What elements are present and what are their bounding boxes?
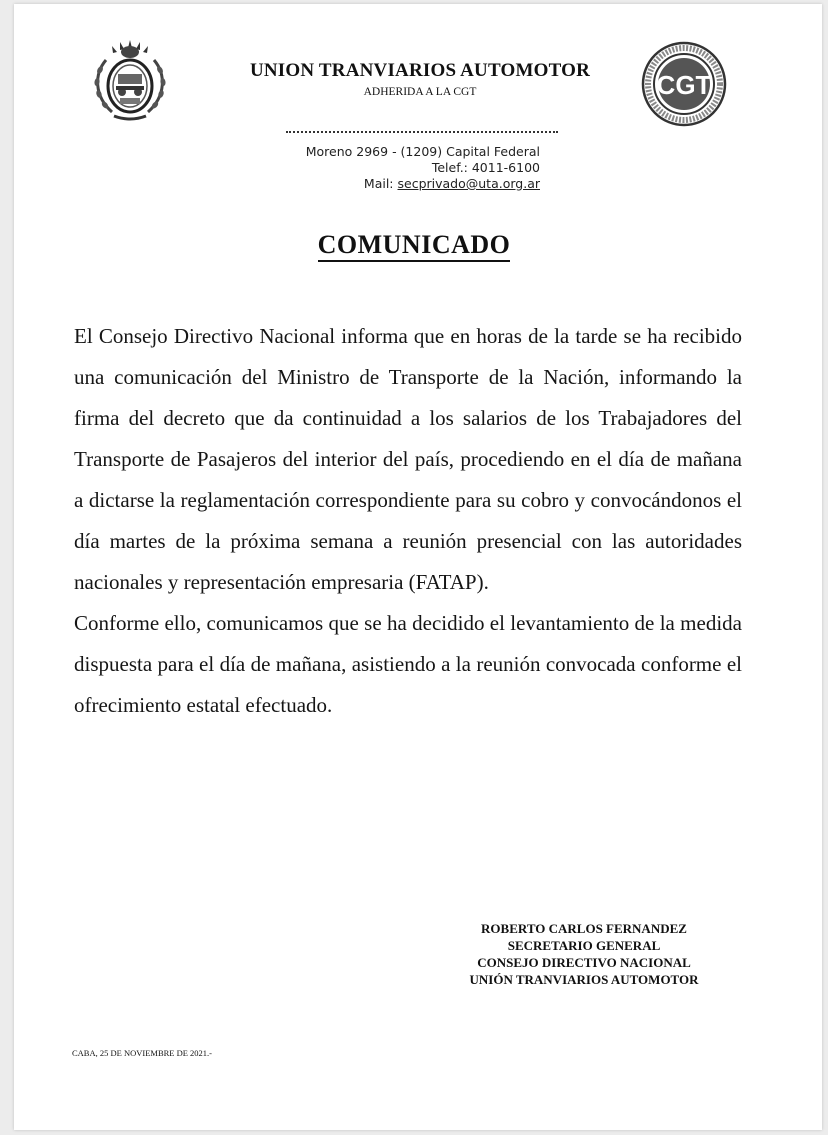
contact-mail-label: Mail: [363,176,394,191]
document-body [74,316,742,726]
body-paragraph-1: El Consejo Directivo Nacional informa que en horas de la tarde se ha recibido una comunicación del Ministro de Transporte de la Nación, informando la firma del decreto que da continuidad a los salarios de los Trabajadores del Transporte de Pasajeros del interior del país, procediendo en el día de mañana a dictarse la reglamentación correspondiente para su cobro y convocándonos el día martes de la próxima semana a reunión presencial con las autoridades nacionales y representación empresaria (FATAP). [74,324,742,594]
place-date: CABA, 25 DE NOVIEMBRE DE 2021.- [72,1048,213,1058]
uta-seal-logo [86,36,174,124]
cgt-logo-text: CGT [656,70,712,100]
signatory-position: SECRETARIO GENERAL [507,938,661,953]
cgt-seal-logo [640,40,728,128]
signatory-organization: UNIÓN TRANVIARIOS AUTOMOTOR [469,972,699,987]
signature-block [400,920,768,988]
header-dotted-divider [286,131,558,133]
signatory-body: CONSEJO DIRECTIVO NACIONAL [477,955,691,970]
contact-address: Moreno 2969 - (1209) Capital Federal [305,144,540,159]
contact-mail-link[interactable]: secprivado@uta.org.ar [397,176,540,191]
organization-affiliation: ADHERIDA A LA CGT [363,86,477,98]
body-paragraph-2: Conforme ello, comunicamos que se ha decidido el levantamiento de la medida dispuesta para el día de mañana, asistiendo a la reunión convocada conforme el ofrecimiento estatal efectuado. [74,611,742,717]
signatory-name: ROBERTO CARLOS FERNANDEZ [481,921,687,936]
contact-phone: Telef.: 4011-6100 [431,160,540,175]
document-title [0,230,828,260]
organization-name: UNION TRANVIARIOS AUTOMOTOR [249,60,591,81]
contact-mail [250,176,540,192]
document-title-text: COMUNICADO [318,230,511,262]
